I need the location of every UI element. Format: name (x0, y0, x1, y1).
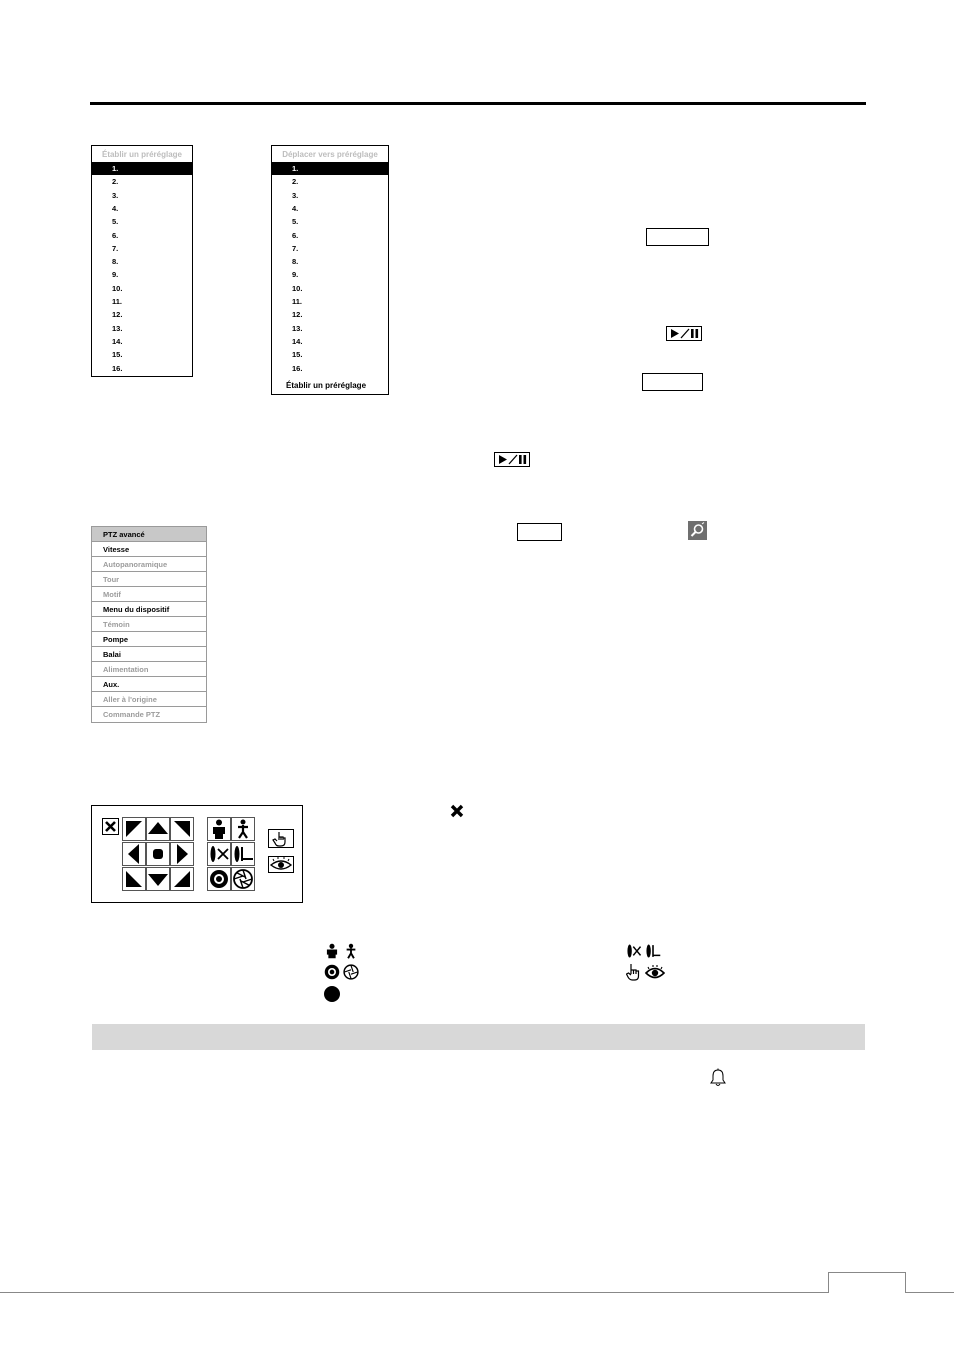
preset-item[interactable]: 12. (292, 310, 303, 320)
preset-item[interactable]: 16. (112, 363, 123, 373)
zoom-out-person-icon[interactable] (231, 817, 255, 841)
magnifier-icon (688, 521, 707, 540)
preset-item[interactable]: 15. (112, 350, 123, 360)
preset-item[interactable]: 3. (292, 190, 299, 200)
inline-button (517, 523, 562, 541)
ptz-menu-item: Témoin (92, 617, 206, 632)
preset-item[interactable]: 7. (292, 243, 299, 253)
preset-item[interactable]: 12. (112, 310, 123, 320)
preset-item[interactable]: 4. (292, 203, 299, 213)
tilt-up-button[interactable] (146, 817, 170, 841)
preset-item[interactable]: 10. (112, 283, 123, 293)
inline-button (646, 228, 709, 246)
ptz-menu-item[interactable]: Aux. (92, 677, 206, 692)
preset-item[interactable]: 15. (292, 350, 303, 360)
section-header-bar (92, 1024, 865, 1050)
eye-icon (645, 964, 665, 980)
pan-left-button[interactable] (122, 842, 146, 866)
preset-item[interactable]: 13. (292, 323, 303, 333)
preset-item[interactable]: 9. (112, 270, 119, 280)
preset-set-panel (91, 145, 193, 377)
ptz-menu-item: Aller à l'origine (92, 692, 206, 707)
zoom-in-person-icon[interactable] (207, 817, 231, 841)
preset-item[interactable]: 1. (92, 162, 192, 175)
close-icon (449, 803, 465, 819)
ptz-menu-item: Alimentation (92, 662, 206, 677)
iris-open-icon (324, 964, 340, 980)
ptz-menu-item[interactable]: Pompe (92, 632, 206, 647)
iris-close-icon[interactable] (231, 867, 255, 891)
pan-up-right-button[interactable] (170, 817, 194, 841)
pan-down-right-button[interactable] (170, 867, 194, 891)
preset-move-panel (271, 145, 389, 395)
preset-item[interactable]: 13. (112, 323, 123, 333)
preset-move-title: Déplacer vers préréglage (282, 150, 378, 159)
hand-icon (626, 963, 642, 981)
ptz-menu-item[interactable]: Balai (92, 647, 206, 662)
zoom-out-person-icon (343, 943, 359, 959)
focus-far-icon[interactable] (231, 842, 255, 866)
page-number-tab (828, 1272, 906, 1293)
footer-rule (0, 1292, 954, 1293)
ptz-menu-item[interactable]: Menu du dispositif (92, 602, 206, 617)
preset-item[interactable]: 14. (112, 336, 123, 346)
ptz-menu-item[interactable]: Vitesse (92, 542, 206, 557)
preset-item[interactable]: 10. (292, 283, 303, 293)
bell-icon (709, 1068, 727, 1092)
preset-item[interactable]: 2. (112, 177, 119, 187)
preset-item[interactable]: 6. (112, 230, 119, 240)
pan-right-button[interactable] (170, 842, 194, 866)
ptz-menu-item: Tour (92, 572, 206, 587)
focus-near-icon[interactable] (207, 842, 231, 866)
preset-item[interactable]: 8. (112, 257, 119, 267)
iris-open-icon[interactable] (207, 867, 231, 891)
iris-close-icon (343, 964, 359, 980)
preset-item[interactable]: 3. (112, 190, 119, 200)
focus-near-icon (626, 943, 642, 959)
preset-item[interactable]: 4. (112, 203, 119, 213)
hand-icon[interactable] (268, 829, 294, 848)
preset-item[interactable]: 2. (292, 177, 299, 187)
preset-item[interactable]: 5. (112, 217, 119, 227)
preset-item[interactable]: 8. (292, 257, 299, 267)
preset-item[interactable]: 16. (292, 363, 303, 373)
preset-item[interactable]: 14. (292, 336, 303, 346)
pan-up-left-button[interactable] (122, 817, 146, 841)
preset-item[interactable]: 11. (112, 297, 123, 306)
center-dot-icon[interactable] (146, 842, 170, 866)
preset-item[interactable]: 6. (292, 230, 299, 240)
preset-item[interactable]: 7. (112, 243, 119, 253)
ptz-menu-item: Motif (92, 587, 206, 602)
ptz-control-panel (91, 805, 303, 903)
eye-icon[interactable] (268, 856, 294, 873)
center-dot-icon (323, 985, 341, 1003)
ptz-menu-item: Commande PTZ (103, 710, 161, 719)
top-rule (90, 102, 866, 105)
preset-item[interactable]: 1. (272, 162, 388, 175)
preset-item[interactable]: 5. (292, 217, 299, 227)
preset-item[interactable]: 11. (292, 297, 303, 306)
ptz-advanced-menu (91, 526, 207, 723)
play-pause-icon (666, 326, 702, 341)
set-preset-button[interactable]: Établir un préréglage (286, 381, 367, 390)
inline-button (642, 373, 703, 391)
preset-set-title: Établir un préréglage (101, 150, 183, 159)
ptz-menu-title: PTZ avancé (92, 527, 206, 542)
pan-down-left-button[interactable] (122, 867, 146, 891)
tilt-down-button[interactable] (146, 867, 170, 891)
preset-item[interactable]: 9. (292, 270, 299, 280)
play-pause-icon (494, 452, 530, 467)
zoom-in-person-icon (324, 943, 340, 959)
close-icon[interactable] (102, 818, 119, 835)
focus-far-icon (645, 943, 661, 959)
ptz-menu-item: Autopanoramique (92, 557, 206, 572)
